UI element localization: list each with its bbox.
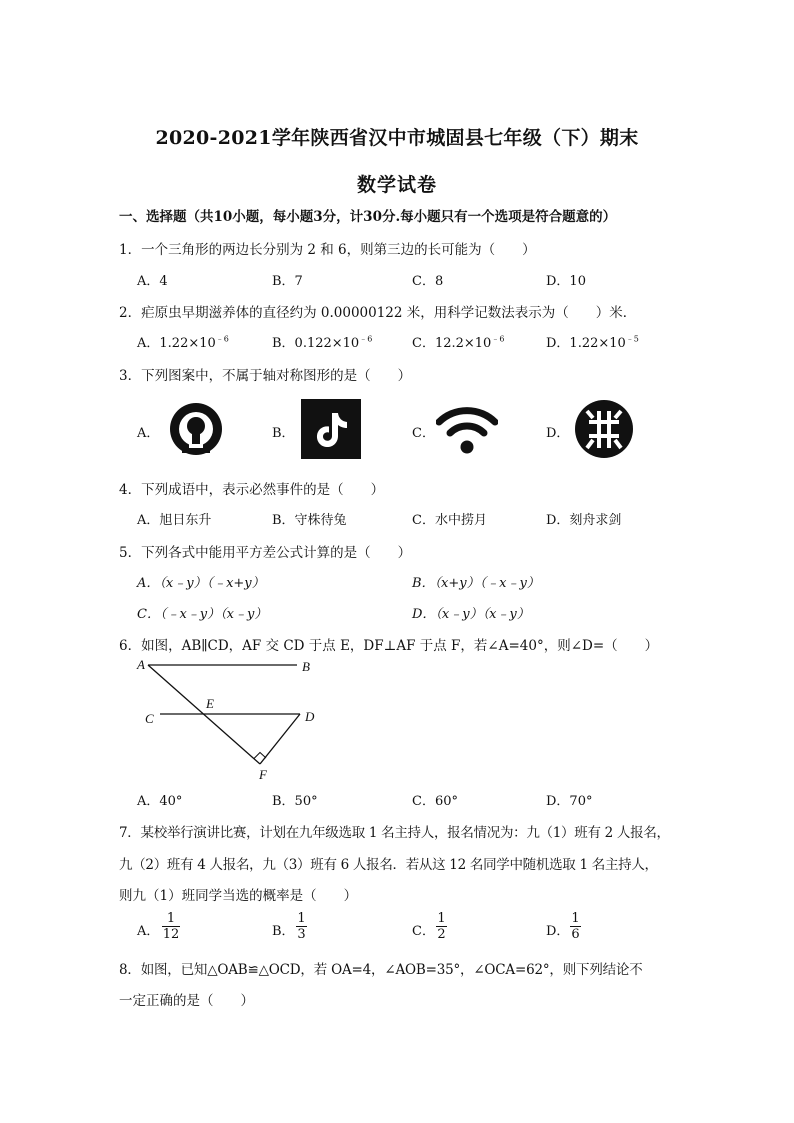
q6-option-b: B．50°	[272, 794, 318, 809]
q7-option-d-fraction: 1 6	[571, 911, 580, 942]
q4-option-b: B．守株待兔	[272, 513, 347, 528]
q4-option-d: D．刻舟求剑	[546, 513, 622, 528]
question-8-line2: 一定正确的是（ ）	[119, 993, 254, 1009]
question-4-stem: 4．下列成语中，表示必然事件的是（ ）	[119, 482, 385, 498]
q1-option-c: C．8	[412, 274, 444, 289]
q7-option-d-label: D．	[546, 924, 570, 939]
line-df	[260, 714, 300, 764]
label-a: A	[137, 657, 145, 672]
q4-option-c: C．水中捞月	[412, 513, 487, 528]
label-b: B	[302, 659, 310, 674]
q5-option-c: C．（﹣x﹣y）（x﹣y）	[137, 607, 268, 622]
q3-option-c: C．	[412, 426, 435, 441]
question-2-stem: 2．疟原虫早期滋养体的直径约为 0.00000122 米，用科学记数法表示为（ ）米．	[119, 305, 637, 321]
exam-title-line1: 2020-2021学年陕西省汉中市城固县七年级（下）期末	[155, 127, 639, 149]
q2-option-b: B．$0.122\times 10^{﹣6}$	[272, 334, 373, 351]
q6-option-d: D．70°	[546, 794, 593, 809]
question-8-line1: 8．如图，已知△OAB≌△OCD，若 OA=4，∠AOB=35°，∠OCA=62°，则下列结论不	[119, 962, 643, 978]
q2-option-a: A．$1.22\times 10^{﹣6}$	[137, 334, 229, 351]
exam-title-line2: 数学试卷	[356, 174, 437, 196]
railway-logo-icon	[165, 398, 227, 460]
q5-option-d: D．（x﹣y）（x﹣y）	[412, 607, 530, 622]
question-7-line2: 九（2）班有 4 人报名，九（3）班有 6 人报名．若从这 12 名同学中随机选取 1 名主持人，	[119, 857, 658, 873]
metro-logo-icon	[573, 398, 635, 460]
q2-option-d: D．$1.22\times 10^{﹣5}$	[546, 334, 639, 351]
wifi-icon	[436, 404, 498, 456]
question-3-stem: 3．下列图案中，不属于轴对称图形的是（ ）	[119, 368, 412, 384]
q7-option-c-fraction: 1 2	[437, 911, 446, 942]
q4-option-a: A．旭日东升	[137, 513, 212, 528]
question-5-stem: 5．下列各式中能用平方差公式计算的是（ ）	[119, 545, 412, 561]
q6-option-a: A．40°	[137, 794, 183, 809]
q5-option-b: B．（x+y）（﹣x﹣y）	[412, 576, 540, 591]
geometry-figure-q6	[135, 652, 335, 784]
q1-option-a: A．4	[137, 274, 168, 289]
q6-option-c: C．60°	[412, 794, 458, 809]
question-1-stem: 1．一个三角形的两边长分别为 2 和 6，则第三边的长可能为（ ）	[119, 242, 536, 258]
label-f: F	[259, 767, 267, 782]
question-7-line1: 7．某校举行演讲比赛，计划在九年级选取 1 名主持人，报名情况为：九（1）班有 2 人报名，	[119, 825, 670, 841]
q7-option-b-label: B．	[272, 924, 295, 939]
q3-option-d: D．	[546, 426, 570, 441]
q1-option-d: D．10	[546, 274, 586, 289]
q7-option-a-label: A．	[137, 924, 160, 939]
label-d: D	[305, 709, 315, 724]
tiktok-logo-icon	[301, 399, 361, 459]
q2-option-c: C．$12.2\times 10^{﹣6}$	[412, 334, 505, 351]
question-6-stem: 6．如图，AB∥CD，AF 交 CD 于点 E，DF⊥AF 于点 F，若∠A=40°，则∠D=（ ）	[119, 638, 659, 654]
question-7-line3: 则九（1）班同学当选的概率是（ ）	[119, 888, 358, 904]
q7-option-c-label: C．	[412, 924, 435, 939]
label-e: E	[206, 696, 214, 711]
q5-option-a: A．（x﹣y）（﹣x+y）	[137, 576, 265, 591]
q3-option-b: B．	[272, 426, 295, 441]
right-angle-mark	[254, 753, 266, 759]
section-heading: 一、选择题（共10小题，每小题3分，计30分.每小题只有一个选项是符合题意的）	[119, 209, 617, 225]
q1-option-b: B．7	[272, 274, 303, 289]
q7-option-a-fraction: 1 12	[162, 911, 180, 942]
q7-option-b-fraction: 1 3	[297, 911, 306, 942]
q3-option-a: A．	[137, 426, 160, 441]
label-c: C	[145, 711, 154, 726]
